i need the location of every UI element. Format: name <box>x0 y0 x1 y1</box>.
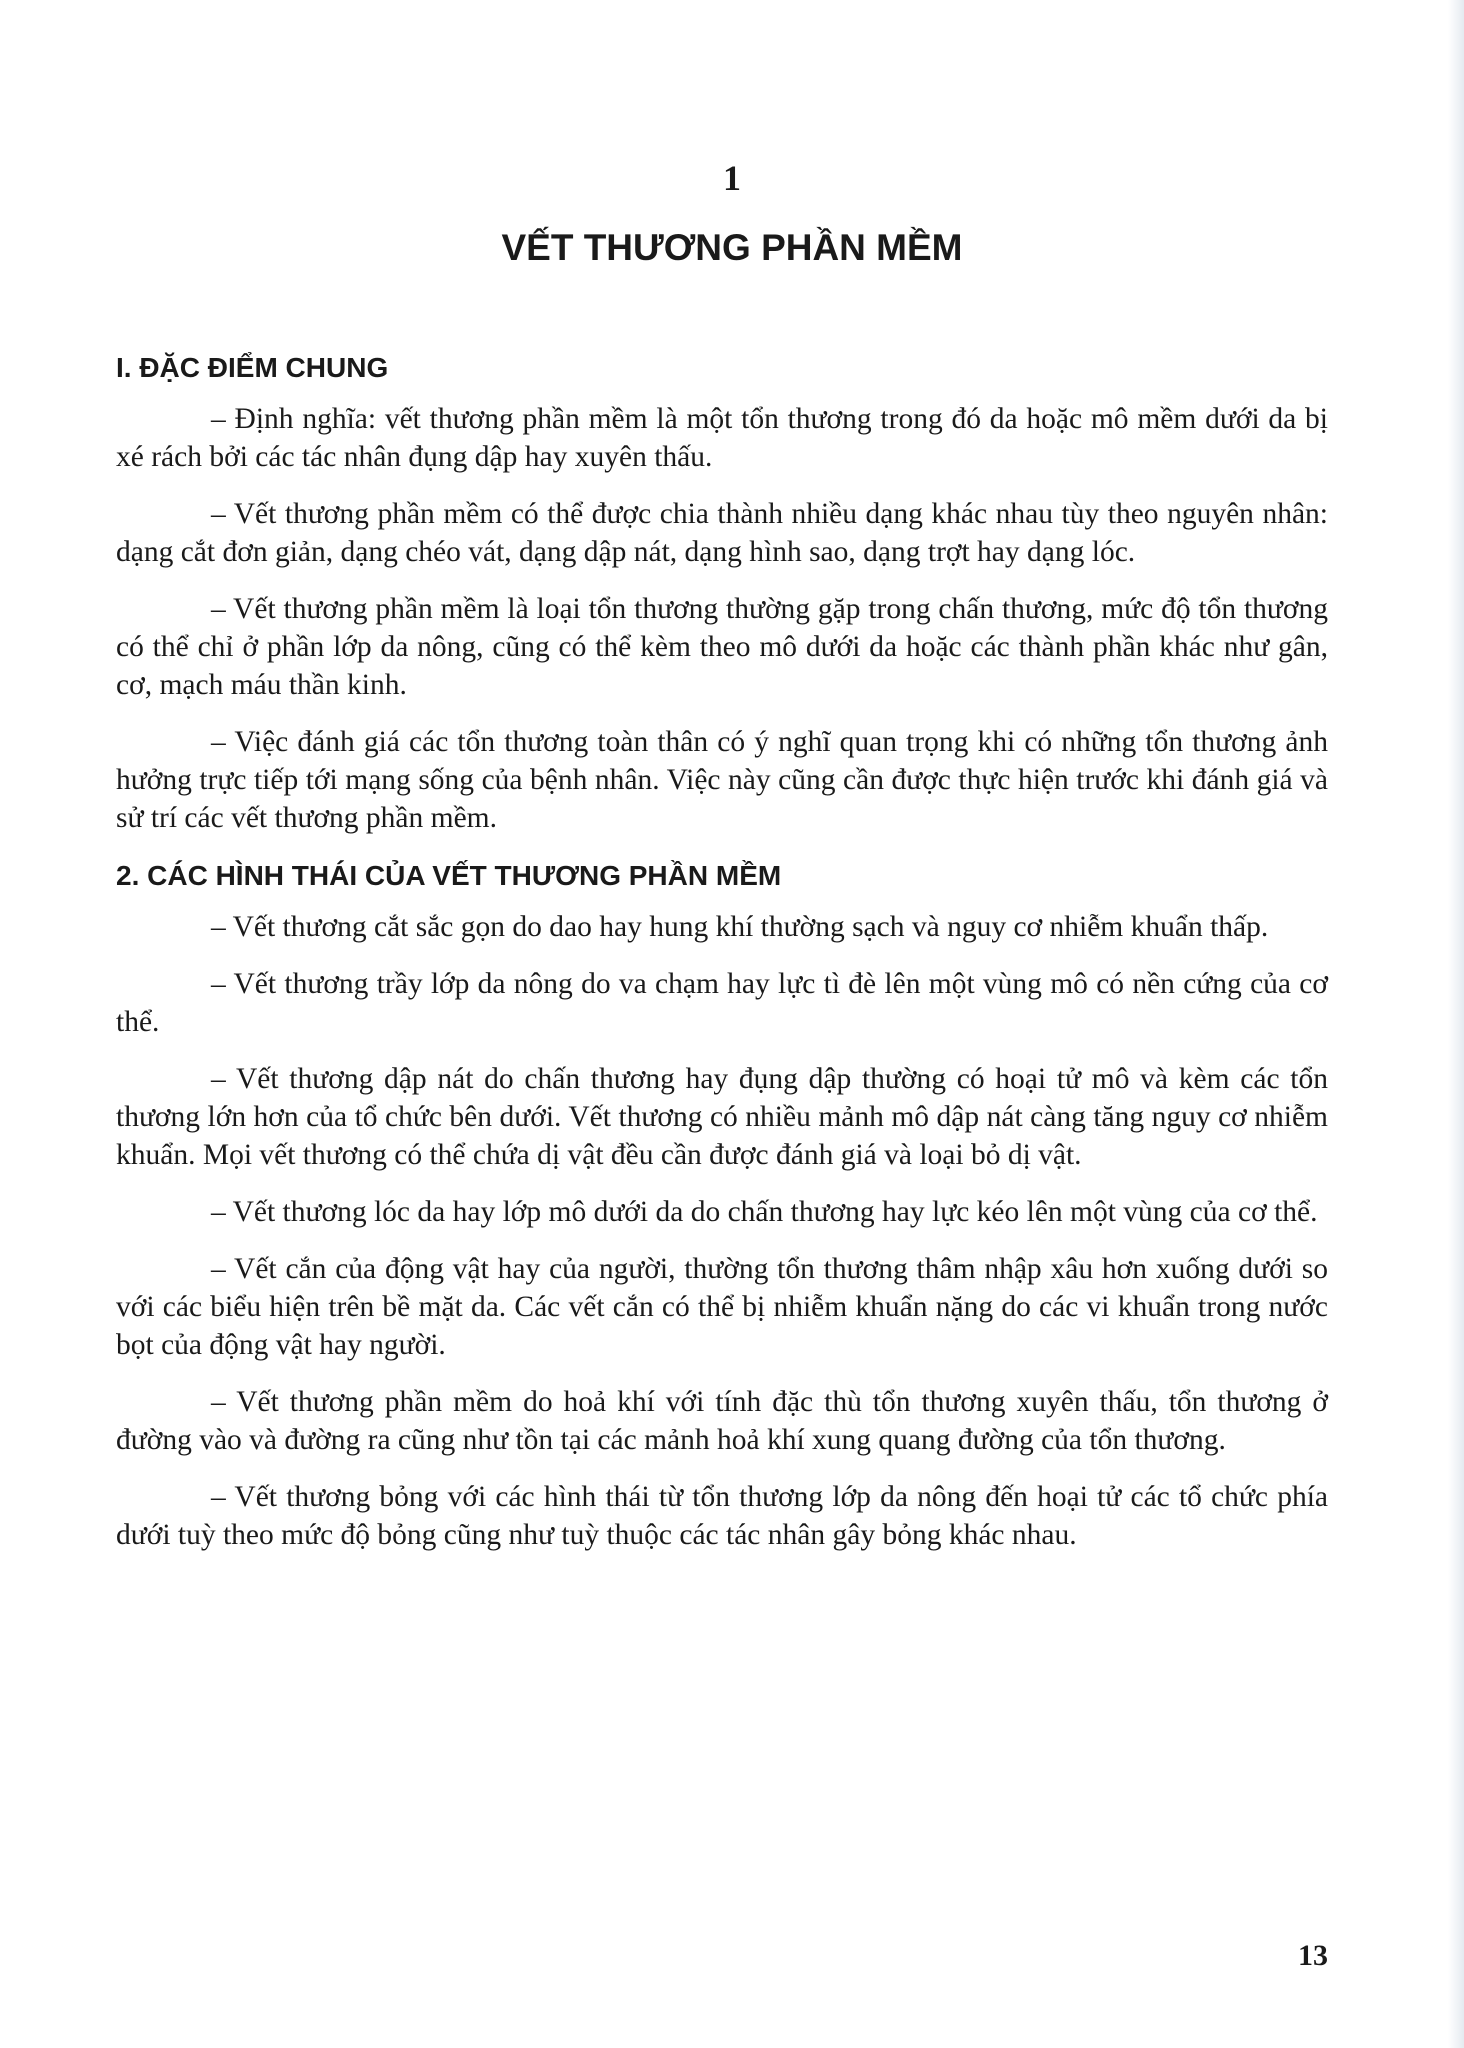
paragraph: – Vết thương trầy lớp da nông do va chạm hay lực tì đè lên một vùng mô có nền cứng của cơ thể. <box>116 968 1328 1038</box>
paragraph: – Vết thương bỏng với các hình thái từ tổn thương lớp da nông đến hoại tử các tổ chức phía dưới tuỳ theo mức độ bỏng cũng như tuỳ thuộc các tác nhân gây bỏng khác nhau. <box>116 1481 1328 1551</box>
paragraph: – Vết thương cắt sắc gọn do dao hay hung khí thường sạch và nguy cơ nhiễm khuẩn thấp. <box>211 911 1269 943</box>
paragraph: – Vết thương dập nát do chấn thương hay đụng dập thường có hoại tử mô và kèm các tổn thương lớn hơn của tổ chức bên dưới. Vết thương có nhiều mảnh mô dập nát càng tăng nguy cơ nhiễm khuẩn. Mọi vết thương có thể chứa dị vật đều cần được đánh giá và loại bỏ dị vật. <box>116 1063 1328 1171</box>
page-edge-shadow <box>1448 0 1464 2048</box>
section-heading-general-features: I. ĐẶC ĐIỂM CHUNG <box>116 352 389 383</box>
paragraph: – Vết thương phần mềm có thể được chia thành nhiều dạng khác nhau tùy theo nguyên nhân: dạng cắt đơn giản, dạng chéo vát, dạng dập nát, dạng hình sao, dạng trợt hay dạng lóc. <box>116 498 1328 568</box>
paragraph: – Định nghĩa: vết thương phần mềm là một tổn thương trong đó da hoặc mô mềm dưới da bị xé rách bởi các tác nhân đụng dập hay xuyên thấu. <box>116 403 1328 473</box>
paragraph: – Vết cắn của động vật hay của người, thường tổn thương thâm nhập xâu hơn xuống dưới so với các biểu hiện trên bề mặt da. Các vết cắn có thể bị nhiễm khuẩn nặng do các vi khuẩn trong nước bọt của động vật hay người. <box>116 1253 1328 1361</box>
chapter-number: 1 <box>723 158 741 198</box>
paragraph: – Vết thương phần mềm là loại tổn thương thường gặp trong chấn thương, mức độ tổn thương có thể chỉ ở phần lớp da nông, cũng có thể kèm theo mô dưới da hoặc các thành phần khác như gân, cơ, mạch máu thần kinh. <box>116 593 1328 701</box>
section-heading-wound-types: 2. CÁC HÌNH THÁI CỦA VẾT THƯƠNG PHẦN MỀM <box>116 860 782 891</box>
page-number: 13 <box>1298 1939 1328 1972</box>
paragraph: – Vết thương phần mềm do hoả khí với tính đặc thù tổn thương xuyên thấu, tổn thương ở đường vào và đường ra cũng như tồn tại các mảnh hoả khí xung quang đường của tổn thương. <box>116 1386 1328 1456</box>
chapter-title: VẾT THƯƠNG PHẦN MỀM <box>501 227 963 268</box>
paragraph: – Việc đánh giá các tổn thương toàn thân có ý nghĩ quan trọng khi có những tổn thương ảnh hưởng trực tiếp tới mạng sống của bệnh nhân. Việc này cũng cần được thực hiện trước khi đánh giá và sử trí các vết thương phần mềm. <box>116 726 1328 834</box>
page-content <box>116 348 1328 1573</box>
paragraph: – Vết thương lóc da hay lớp mô dưới da do chấn thương hay lực kéo lên một vùng của cơ thể. <box>211 1196 1318 1228</box>
